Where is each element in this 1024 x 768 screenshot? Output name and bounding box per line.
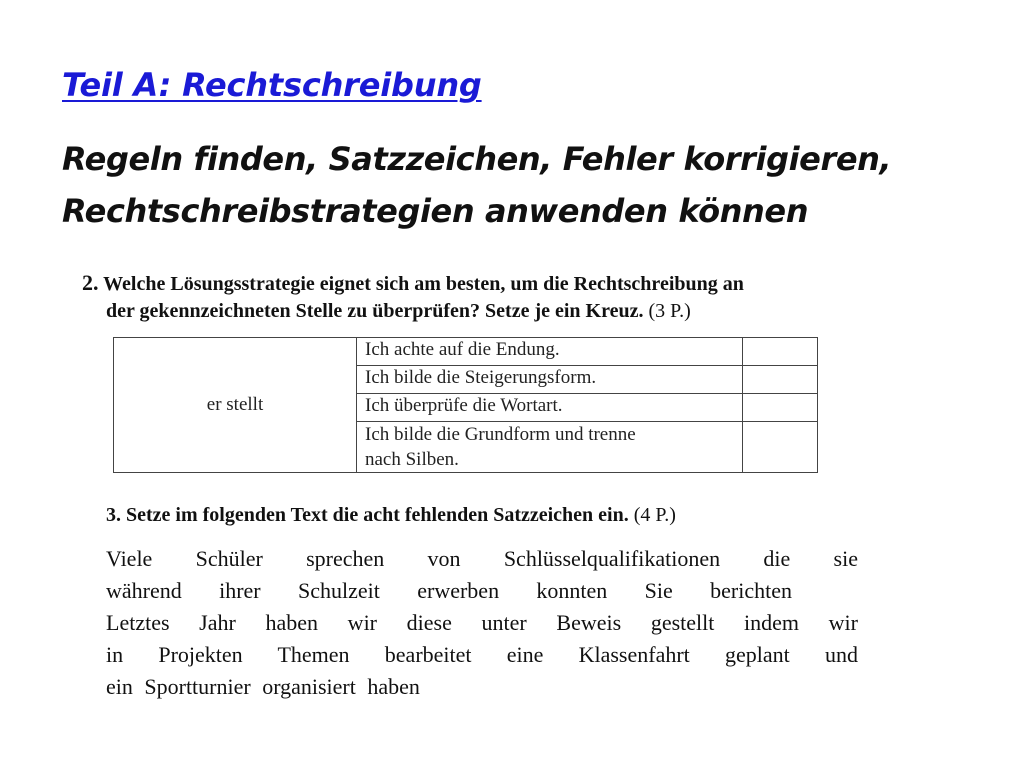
checkbox-cell[interactable] bbox=[743, 394, 818, 422]
text-line: Letztes Jahr haben wir diese unter Beweis gestellt indem wir bbox=[106, 610, 858, 635]
question2-prompt-line1: Welche Lösungsstrategie eignet sich am besten, um die Rechtschreibung an bbox=[103, 273, 744, 295]
strategy-option: Ich überprüfe die Wortart. bbox=[357, 394, 743, 422]
strategy-option-line: Ich bilde die Grundform und trenne bbox=[365, 424, 636, 445]
strategy-option-line: nach Silben. bbox=[365, 449, 459, 470]
text-line: in Projekten Themen bearbeitet eine Klassenfahrt geplant und bbox=[106, 642, 858, 667]
checkbox-cell[interactable] bbox=[743, 366, 818, 394]
table-row bbox=[114, 338, 818, 366]
question3-points: (4 P.) bbox=[633, 504, 676, 526]
subtitle-line: Regeln finden, Satzzeichen, Fehler korrigieren, bbox=[62, 140, 892, 178]
text-line: während ihrer Schulzeit erwerben konnten Sie berichten bbox=[106, 578, 792, 603]
strategy-table bbox=[113, 337, 818, 473]
strategy-option: Ich achte auf die Endung. bbox=[357, 338, 743, 366]
checkbox-cell[interactable] bbox=[743, 422, 818, 473]
target-word-cell bbox=[114, 338, 357, 473]
question3-text bbox=[106, 543, 858, 703]
target-word: er stellt bbox=[206, 394, 264, 415]
text-line: ein Sportturnier organisiert haben bbox=[106, 674, 420, 699]
strategy-option: Ich bilde die Steigerungsform. bbox=[357, 366, 743, 394]
checkbox-cell[interactable] bbox=[743, 338, 818, 366]
question2-number: 2. bbox=[82, 270, 99, 295]
question2-prompt-line2: der gekennzeichneten Stelle zu überprüfen? Setze je ein Kreuz. bbox=[106, 300, 644, 322]
question2-points: (3 P.) bbox=[648, 300, 691, 322]
question3-heading bbox=[106, 504, 676, 527]
question2-line1 bbox=[82, 270, 744, 296]
slide-title: Teil A: Rechtschreibung bbox=[62, 66, 482, 104]
slide-subtitle bbox=[62, 133, 891, 237]
subtitle-line: Rechtschreibstrategien anwenden können bbox=[62, 192, 809, 230]
strategy-option bbox=[357, 422, 743, 473]
text-line: Viele Schüler sprechen von Schlüsselqualifikationen die sie bbox=[106, 546, 858, 571]
question3-prompt: 3. Setze im folgenden Text die acht fehlenden Satzzeichen ein. bbox=[106, 504, 629, 526]
question2-line2 bbox=[106, 300, 691, 323]
